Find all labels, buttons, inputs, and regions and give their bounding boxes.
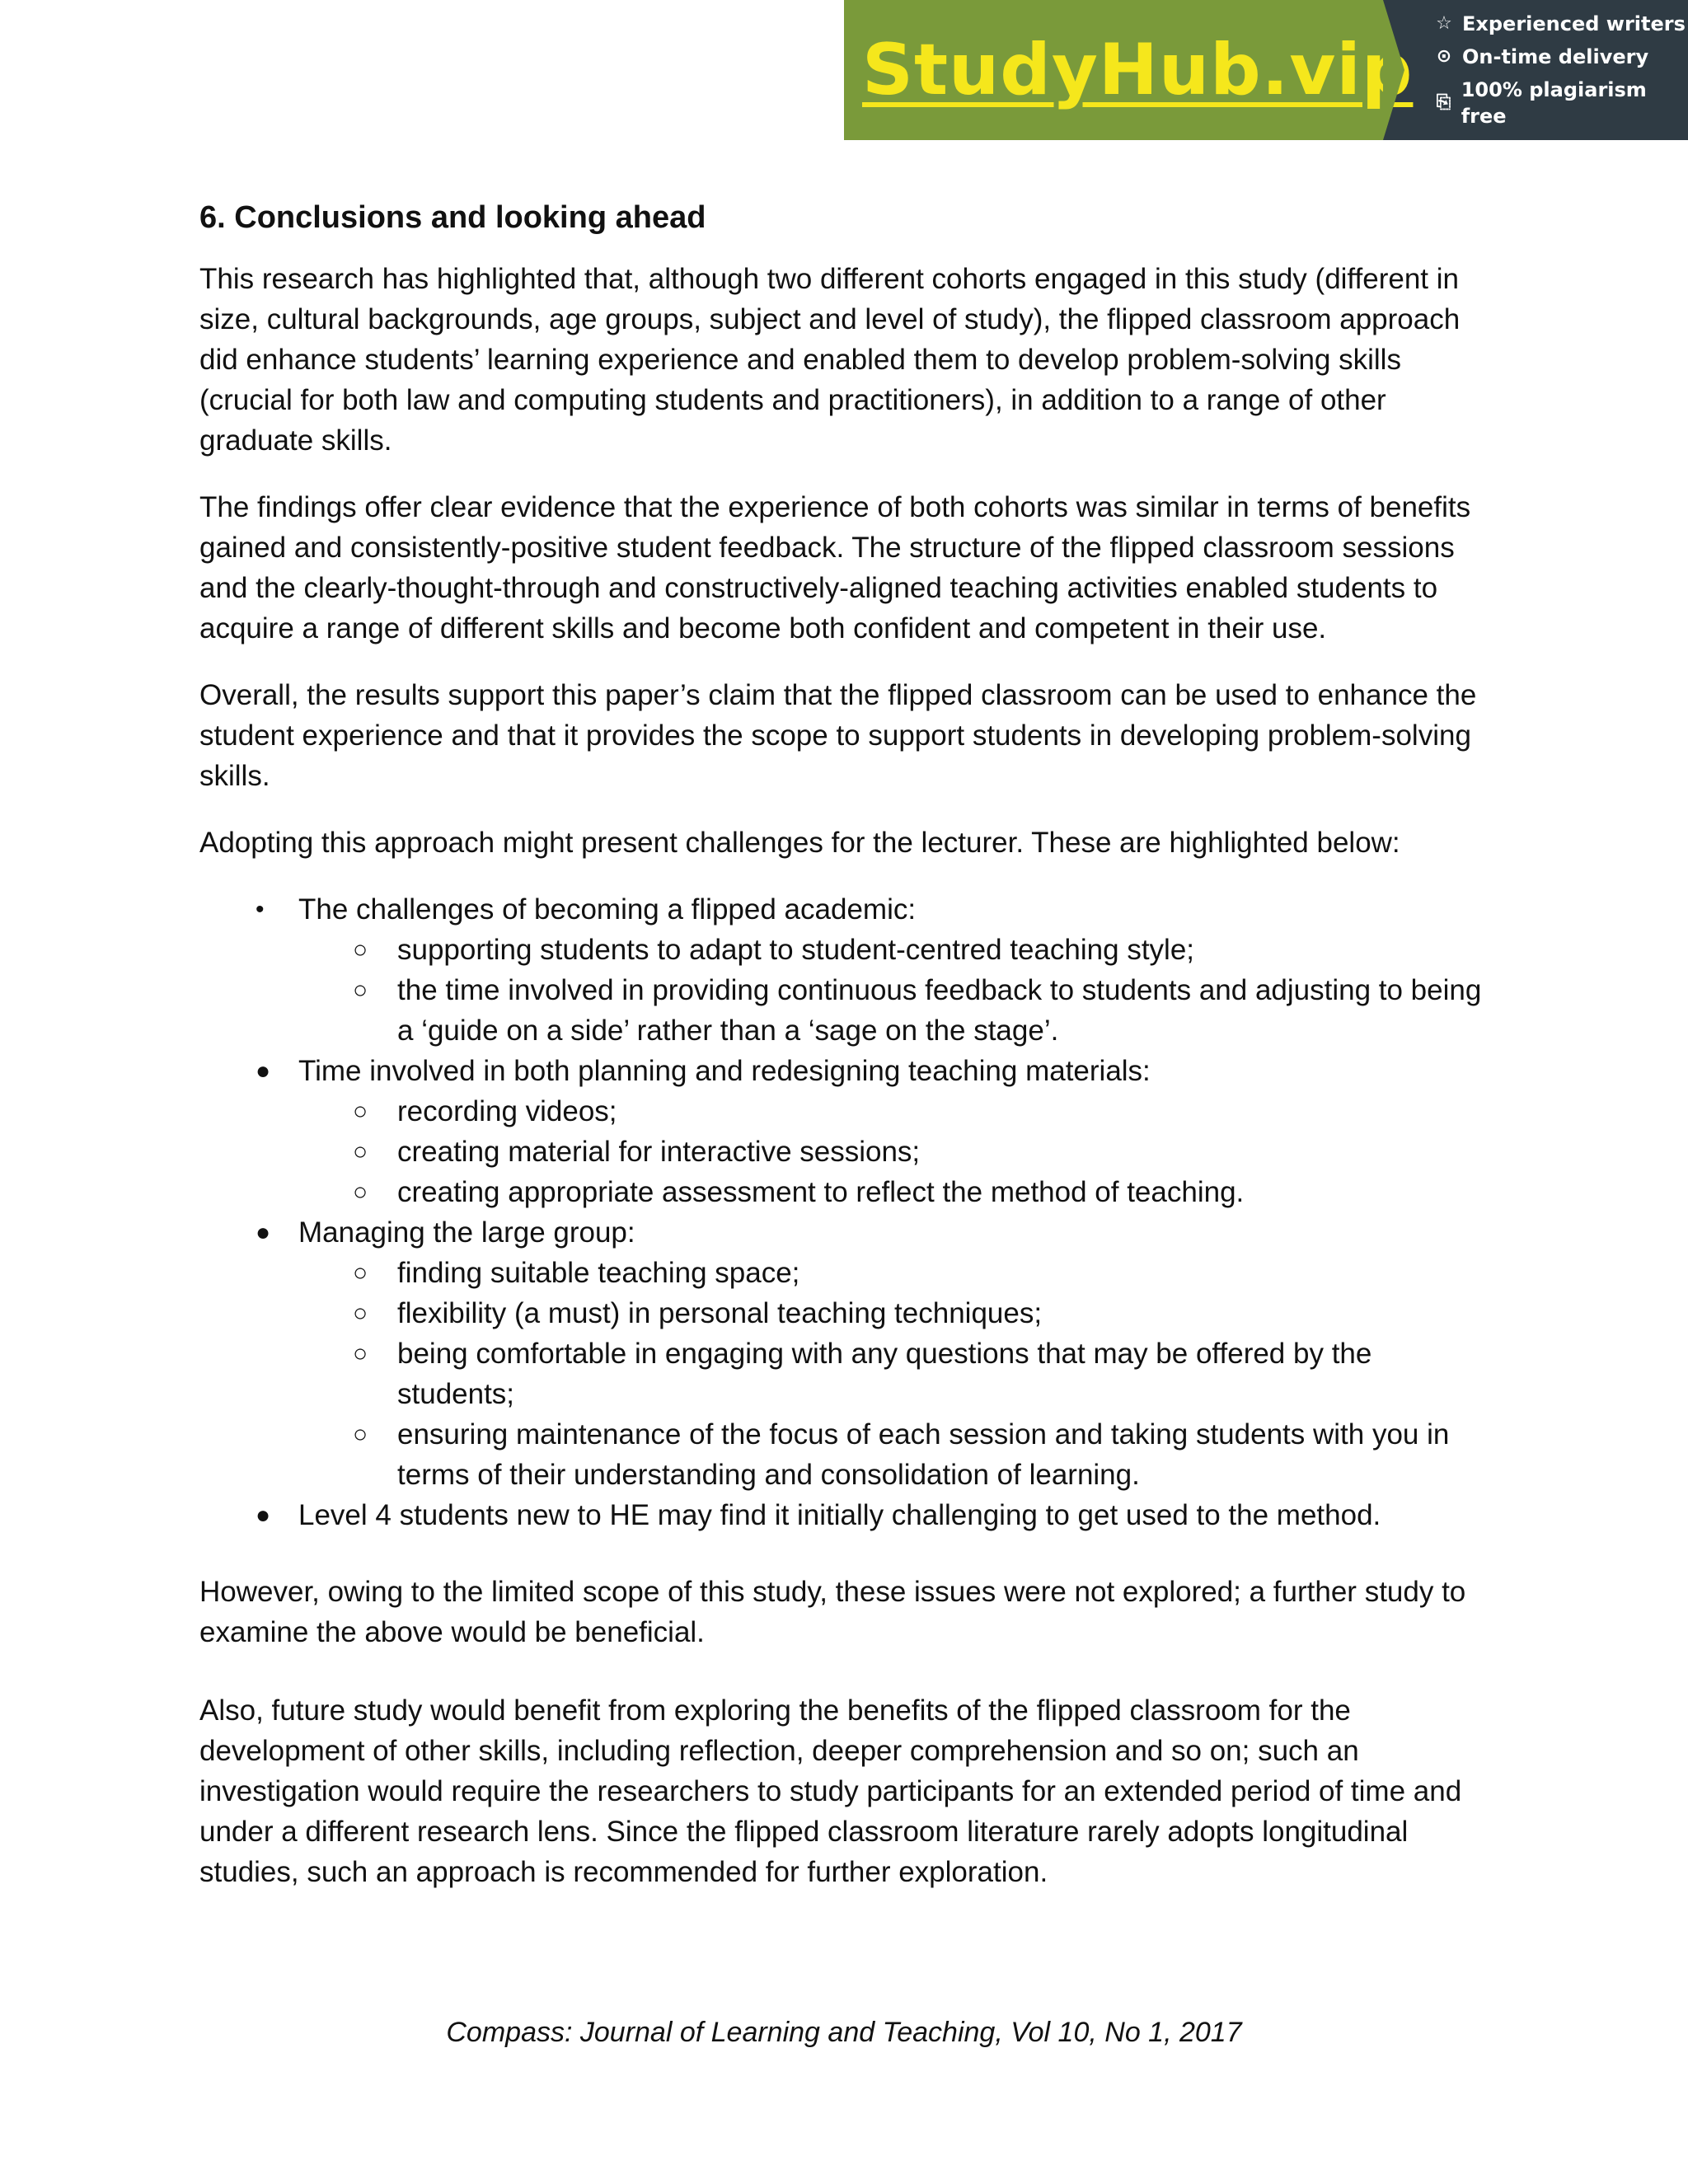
list-item — [199, 889, 1493, 1051]
hollow-bullet-icon: ○ — [353, 1300, 368, 1327]
list-item — [199, 1495, 1493, 1535]
banner-brand-area[interactable] — [844, 0, 1414, 140]
sub-list-item — [298, 1414, 1493, 1495]
sub-list-item — [298, 930, 1493, 970]
sub-list-item-text: the time involved in providing continuous feedback to students and adjusting to being a ‘guide on a side’ rather than a ‘sage on the stage’. — [397, 974, 1482, 1047]
paragraph: However, owing to the limited scope of this study, these issues were not explored; a further study to examine the above would be beneficial. — [199, 1576, 1466, 1648]
feature-on-time-delivery — [1432, 44, 1688, 70]
list-item-text: The challenges of becoming a flipped academic: — [298, 893, 917, 926]
feature-label: Experienced writers — [1462, 12, 1686, 35]
journal-citation: Compass: Journal of Learning and Teaching, Vol 10, No 1, 2017 — [446, 2017, 1242, 2048]
bullet-icon: ● — [256, 1502, 271, 1529]
hollow-bullet-icon: ○ — [353, 1421, 368, 1448]
hollow-bullet-icon: ○ — [353, 1340, 368, 1367]
hollow-bullet-icon: ○ — [353, 1098, 368, 1125]
feature-plagiarism-free — [1432, 77, 1688, 129]
banner-features — [1383, 0, 1688, 140]
sub-list-item-text: recording videos; — [397, 1095, 617, 1127]
challenges-list — [199, 889, 1493, 1535]
sub-list-item-text: finding suitable teaching space; — [397, 1257, 800, 1289]
sub-list-item — [298, 1333, 1493, 1414]
sub-list-item-text: creating material for interactive sessions; — [397, 1136, 921, 1168]
sub-list-item-text: being comfortable in engaging with any questions that may be offered by the students; — [397, 1338, 1372, 1410]
paragraph: This research has highlighted that, although two different cohorts engaged in this study (different in size, cultural backgrounds, age groups, subject and level of study), the flipped classroom approach did enhance students’ learning experience and enabled them to develop problem-solving skills (crucial for both law and computing students and practitioners), in addition to a range of other graduate skills. — [199, 263, 1461, 457]
list-item — [199, 1212, 1493, 1495]
studyhub-banner[interactable] — [844, 0, 1688, 140]
feature-label: 100% plagiarism free — [1461, 78, 1647, 128]
hollow-bullet-icon: ○ — [353, 1259, 368, 1286]
list-item-text: Managing the large group: — [298, 1216, 635, 1249]
sub-list-item-text: supporting students to adapt to student-centred teaching style; — [397, 934, 1195, 966]
clock-icon: ⊙ — [1436, 46, 1452, 67]
sub-list-item — [298, 1091, 1493, 1132]
list-item-text: Level 4 students new to HE may find it initially challenging to get used to the method. — [298, 1499, 1381, 1531]
sub-list-item — [298, 970, 1493, 1051]
sub-list-item — [298, 1253, 1493, 1293]
hollow-bullet-icon: ○ — [353, 1179, 368, 1206]
sub-list-item-text: flexibility (a must) in personal teaching techniques; — [397, 1297, 1043, 1329]
document-body — [199, 196, 1493, 1919]
list-item-text: Time involved in both planning and redesigning teaching materials: — [298, 1055, 1151, 1087]
bullet-icon: ● — [256, 1057, 271, 1085]
paragraph: Also, future study would benefit from exploring the benefits of the flipped classroom for the development of other skills, including reflection, deeper comprehension and so on; such an investigation would require the researchers to study participants for an extended period of time and under a different research lens. Since the flipped classroom literature rarely adopts longitudinal studies, such an approach is recommended for further exploration. — [199, 1694, 1462, 1888]
star-icon: ☆ — [1436, 13, 1452, 34]
feature-experienced-writers — [1432, 11, 1688, 37]
sub-list-item — [298, 1132, 1493, 1172]
sub-list — [298, 1253, 1493, 1495]
hollow-bullet-icon: ○ — [353, 977, 368, 1004]
list-item — [199, 1051, 1493, 1212]
brand-logo[interactable]: StudyHub.vip — [862, 29, 1414, 111]
hollow-bullet-icon: ○ — [353, 936, 368, 963]
bullet-icon: ● — [256, 1219, 271, 1246]
sub-list — [298, 1091, 1493, 1212]
copy-icon: ⎘ — [1436, 92, 1451, 113]
hollow-bullet-icon: ○ — [353, 1138, 368, 1165]
paragraph: The findings offer clear evidence that the experience of both cohorts was similar in terms of benefits gained and consistently-positive student feedback. The structure of the flipped classroom sessions and the clearly-thought-through and constructively-aligned teaching activities enabled students to acquire a range of different skills and become both confident and competent in their use. — [199, 491, 1471, 644]
sub-list-item — [298, 1172, 1493, 1212]
bullet-icon: • — [256, 896, 265, 923]
sub-list-item-text: ensuring maintenance of the focus of each session and taking students with you in terms of their understanding and consolidation of learning. — [397, 1418, 1450, 1491]
section-heading: 6. Conclusions and looking ahead — [199, 200, 706, 235]
paragraph: Overall, the results support this paper’s claim that the flipped classroom can be used to enhance the student experience and that it provides the scope to support students in developing problem-solving skills. — [199, 679, 1477, 792]
sub-list-item-text: creating appropriate assessment to reflect the method of teaching. — [397, 1176, 1245, 1208]
sub-list-item — [298, 1293, 1493, 1333]
sub-list — [298, 930, 1493, 1051]
paragraph: Adopting this approach might present challenges for the lecturer. These are highlighted below: — [199, 827, 1400, 859]
feature-label: On-time delivery — [1462, 45, 1649, 68]
